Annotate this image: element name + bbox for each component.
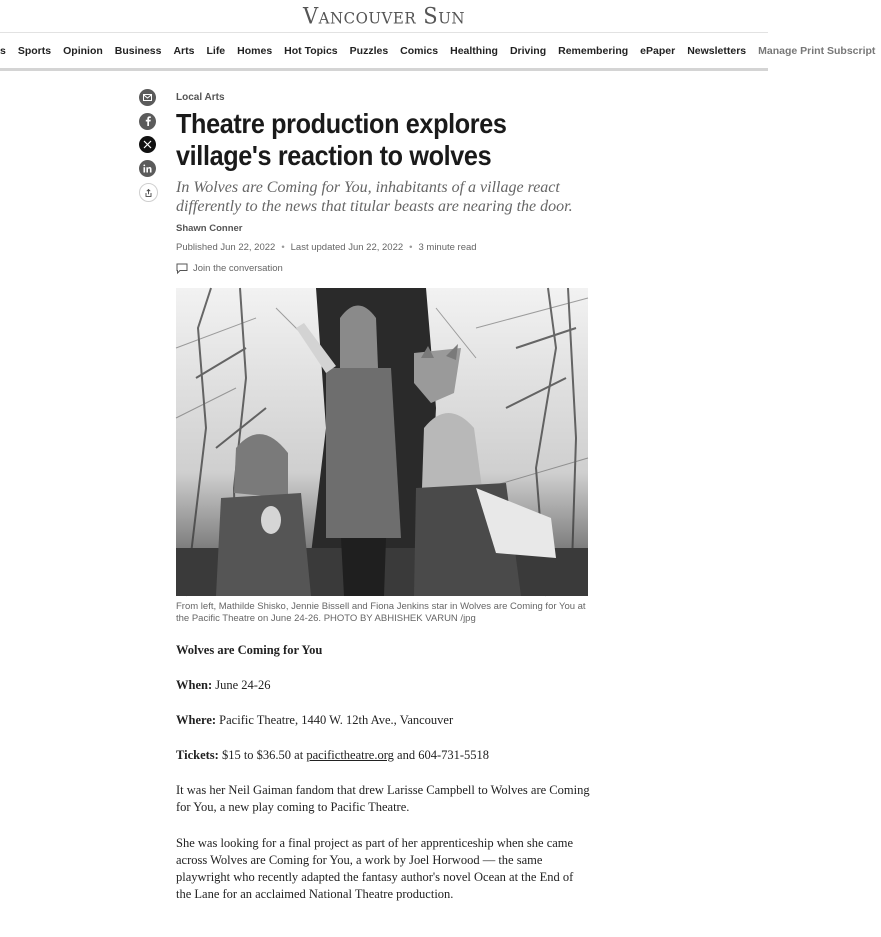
nav-item-business[interactable]: Business xyxy=(114,44,162,57)
body-paragraph-2: She was looking for a final project as part of her apprenticeship when she came across Wolves are Coming for You, a work by Joel Horwood — the same playwright who recently adapted the fantasy author's novel Ocean at the End of the Lane for an acclaimed National Theatre production. xyxy=(176,836,574,901)
section-kicker[interactable]: Local Arts xyxy=(176,92,225,103)
article-headline: Theatre production explores village's reaction to wolves xyxy=(176,108,507,171)
site-logo[interactable]: Vancouver Sun xyxy=(303,3,465,29)
join-conversation-label: Join the conversation xyxy=(193,263,283,274)
tickets-link[interactable]: pacifictheatre.org xyxy=(306,748,394,762)
facebook-icon[interactable] xyxy=(139,113,156,130)
article-dek: In Wolves are Coming for You, inhabitants of a village react differently to the news that titular beasts are nearing the door. xyxy=(176,179,573,215)
when-value: June 24-26 xyxy=(215,678,271,692)
meta-separator: • xyxy=(409,242,413,253)
nav-item-opinion[interactable]: Opinion xyxy=(63,44,103,57)
nav-item-remembering[interactable]: Remembering xyxy=(558,44,629,57)
event-where xyxy=(176,712,591,729)
nav-divider xyxy=(0,68,768,71)
linkedin-icon[interactable] xyxy=(139,160,156,177)
published-date: Published Jun 22, 2022 xyxy=(176,242,276,253)
author-byline[interactable]: Shawn Conner xyxy=(176,223,243,234)
nav-item-healthing[interactable]: Healthing xyxy=(450,44,498,57)
meta-separator: • xyxy=(281,242,285,253)
where-label: Where: xyxy=(176,713,217,727)
nav-item-arts[interactable]: Arts xyxy=(173,44,195,57)
section-nav xyxy=(0,33,876,68)
tickets-label: Tickets: xyxy=(176,748,219,762)
nav-item-driving[interactable]: Driving xyxy=(509,44,547,57)
tickets-phone: and 604-731-5518 xyxy=(397,748,490,762)
join-conversation-link[interactable] xyxy=(176,263,283,274)
nav-item-newsletters[interactable]: Newsletters xyxy=(687,44,747,57)
photo-caption: From left, Mathilde Shisko, Jennie Bissell and Fiona Jenkins star in Wolves are Coming for You at the Pacific Theatre on June 24-26. PHOTO BY ABHISHEK VARUN /jpg xyxy=(176,601,586,624)
event-when xyxy=(176,677,591,694)
event-title: Wolves are Coming for You xyxy=(176,643,323,657)
comment-icon xyxy=(176,263,188,274)
nav-item-partial[interactable]: s xyxy=(0,44,6,57)
share-rail xyxy=(139,89,159,209)
nav-item-hot-topics[interactable]: Hot Topics xyxy=(284,44,338,57)
event-tickets xyxy=(176,747,591,764)
article-photo[interactable] xyxy=(176,288,588,596)
nav-item-epaper[interactable]: ePaper xyxy=(640,44,676,57)
nav-item-life[interactable]: Life xyxy=(206,44,226,57)
envelope-icon[interactable] xyxy=(139,89,156,106)
nav-item-comics[interactable]: Comics xyxy=(400,44,439,57)
masthead xyxy=(0,0,768,33)
nav-item-homes[interactable]: Homes xyxy=(237,44,273,57)
article-meta xyxy=(176,242,477,253)
tickets-price: $15 to $36.50 at xyxy=(221,748,304,762)
updated-date: Last updated Jun 22, 2022 xyxy=(290,242,404,253)
nav-item-puzzles[interactable]: Puzzles xyxy=(349,44,389,57)
nav-items xyxy=(0,33,881,68)
x-icon[interactable] xyxy=(139,136,156,153)
nav-item-manage-subscription[interactable]: Manage Print Subscript xyxy=(758,44,876,57)
share-icon[interactable] xyxy=(139,183,158,202)
read-time: 3 minute read xyxy=(418,242,477,253)
where-value: Pacific Theatre, 1440 W. 12th Ave., Vancouver xyxy=(219,713,454,727)
when-label: When: xyxy=(176,678,213,692)
body-paragraph-1: It was her Neil Gaiman fandom that drew Larisse Campbell to Wolves are Coming for You, a new play coming to Pacific Theatre. xyxy=(176,783,590,814)
photo-illustration xyxy=(176,288,588,596)
nav-item-sports[interactable]: Sports xyxy=(17,44,52,57)
